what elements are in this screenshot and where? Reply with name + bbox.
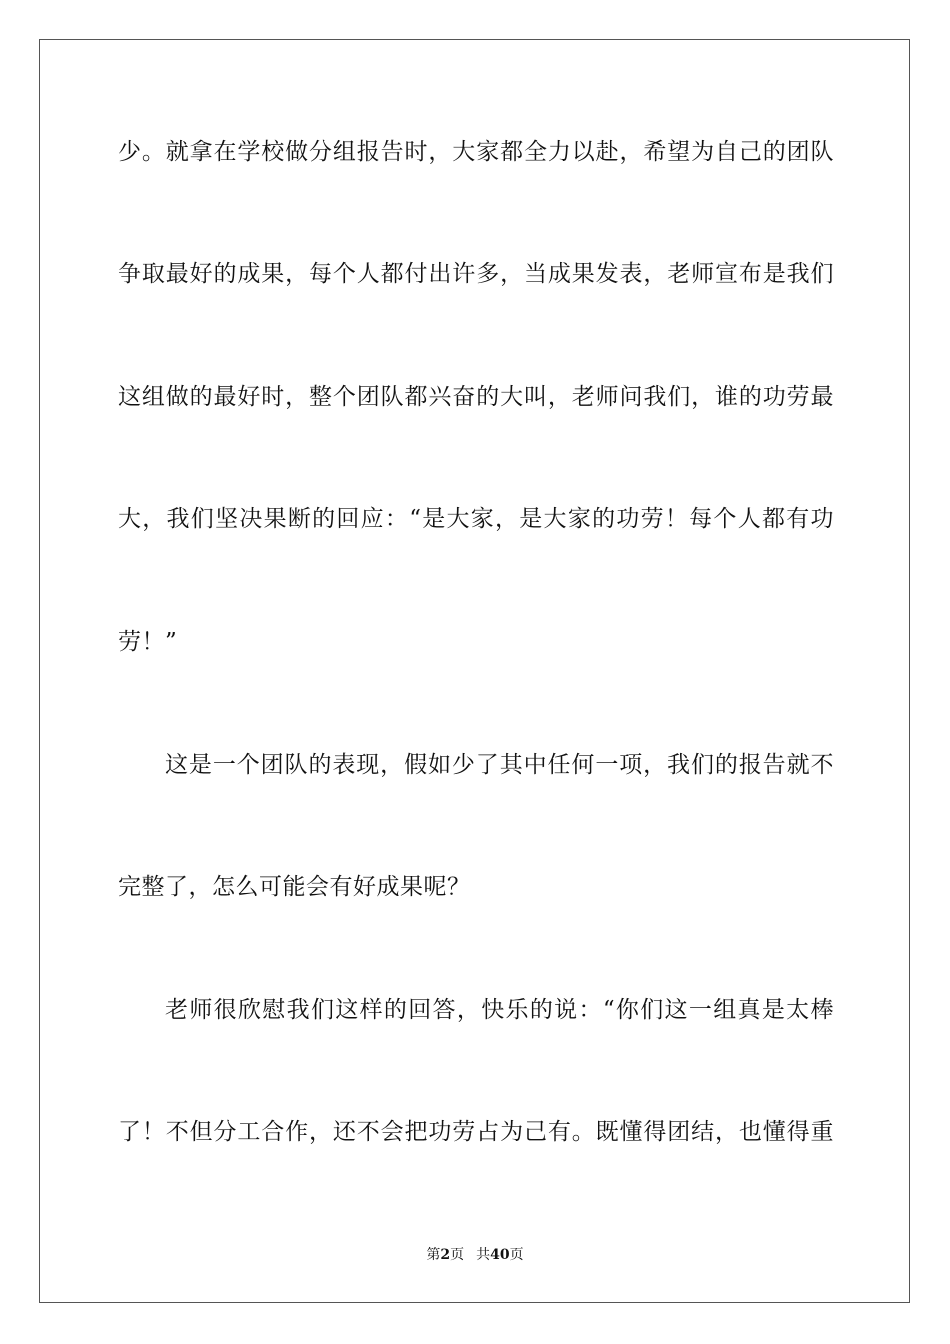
body-text-line-2: 争取最好的成果，每个人都付出许多，当成果发表，老师宣布是我们 (118, 261, 834, 287)
body-text-line-5: 劳！” (118, 629, 178, 655)
page-footer (0, 1246, 950, 1264)
body-text-line-3: 这组做的最好时，整个团队都兴奋的大叫，老师问我们，谁的功劳最 (118, 384, 834, 410)
footer-page-prefix: 第 (426, 1247, 441, 1263)
body-text-line-8: 老师很欣慰我们这样的回答，快乐的说：“你们这一组真是太棒 (165, 997, 834, 1023)
footer-total-suffix: 页 (509, 1247, 524, 1263)
footer-total-pages: 40 (490, 1247, 510, 1263)
body-text-line-7: 完整了，怎么可能会有好成果呢？ (118, 874, 471, 900)
body-text-line-9: 了！不但分工合作，还不会把功劳占为己有。既懂得团结，也懂得重 (118, 1119, 834, 1145)
body-text-line-6: 这是一个团队的表现，假如少了其中任何一项，我们的报告就不 (165, 752, 834, 778)
body-text-line-4: 大，我们坚决果断的回应：“是大家，是大家的功劳！每个人都有功 (118, 506, 834, 532)
footer-page-suffix: 页 (450, 1247, 465, 1263)
body-text-line-1: 少。就拿在学校做分组报告时，大家都全力以赴，希望为自己的团队 (118, 139, 834, 165)
footer-page-number: 2 (440, 1247, 451, 1263)
page-frame (39, 39, 910, 1303)
footer-total-prefix: 共 (476, 1247, 491, 1263)
